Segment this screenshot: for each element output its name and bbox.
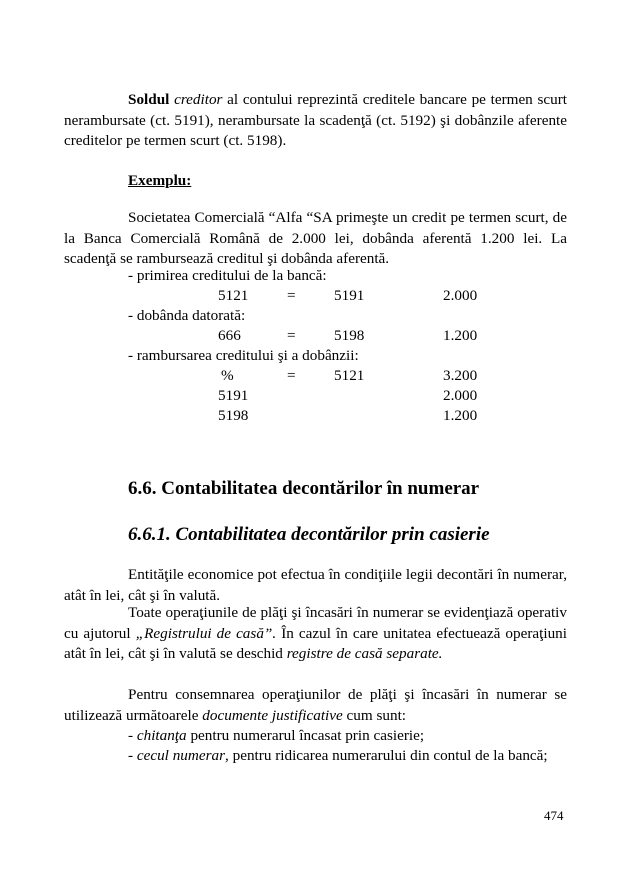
- term-italic: creditor: [174, 91, 223, 108]
- entry-debit: 666: [218, 327, 241, 344]
- entry-debit: 5121: [218, 287, 249, 304]
- paragraph-text: Entităţile economice pot efectua în condiţiile legii decontări în numerar, atât în lei, cât şi în valută.: [64, 566, 567, 604]
- entry-eq: =: [287, 327, 296, 344]
- entry-amount: 2.000: [443, 287, 478, 304]
- paragraph-credit-balance: [64, 90, 567, 152]
- term-bold: Soldul: [128, 91, 170, 108]
- example-heading: Exemplu:: [128, 172, 192, 189]
- entry-amount: 1.200: [443, 327, 478, 344]
- bullet-cash-check: [64, 746, 567, 767]
- entry-debit: %: [221, 367, 234, 384]
- bullet-dash: -: [128, 747, 137, 764]
- entry-credit: 5191: [334, 287, 365, 304]
- paragraph-text: În cazul în care unitatea efectuează operaţiuni atât în lei, cât şi în valută se deschid: [64, 624, 567, 662]
- sub-entry-account: 5191: [218, 387, 249, 404]
- entry-credit: 5121: [334, 367, 365, 384]
- paragraph-documents: [64, 685, 567, 726]
- entry-credit: 5198: [334, 327, 365, 344]
- bullet-receipt: [64, 726, 567, 747]
- entry-eq: =: [287, 367, 296, 384]
- subsection-heading: 6.6.1. Contabilitatea decontărilor prin casierie: [128, 524, 490, 545]
- paragraph-text: Societatea Comercială “Alfa “SA primeşte un credit pe termen scurt, de la Banca Comercială Română de 2.000 lei, dobânda aferentă 1.200 lei. La scadenţă se rambursează creditul şi dobânda aferentă.: [64, 209, 567, 267]
- sub-entry-account: 5198: [218, 407, 249, 424]
- paragraph-cash-register: [64, 603, 567, 665]
- entry-label: - dobânda datorată:: [128, 307, 246, 324]
- italic-text: chitanţa: [136, 727, 187, 744]
- italic-text: cecul numerar: [136, 747, 226, 764]
- paragraph-text: pentru numerarul încasat prin casierie;: [186, 727, 425, 744]
- sub-entry-amount: 2.000: [443, 387, 478, 404]
- paragraph-text: cum sunt:: [342, 706, 407, 724]
- italic-text: registre de casă separate.: [286, 645, 443, 662]
- entry-label: - rambursarea creditului şi a dobânzii:: [128, 347, 359, 364]
- paragraph-example: [64, 208, 567, 270]
- entry-eq: =: [287, 287, 296, 304]
- paragraph-text: , pentru ridicarea numerarului din contul de la bancă;: [225, 747, 548, 764]
- paragraph-text: Pentru consemnarea operaţiunilor de plăţi şi încasări în numerar se utilizează următoarele: [64, 686, 567, 724]
- paragraph-text: al contului reprezintă creditele bancare pe termen scurt nerambursate (ct. 5191), nerambursate la scadenţă (ct. 5192) şi dobânzile aferente creditelor pe termen scurt (ct. 5198).: [64, 91, 567, 149]
- entry-label: - primirea creditului de la bancă:: [128, 267, 327, 284]
- sub-entry-amount: 1.200: [443, 407, 478, 424]
- italic-text: documente justificative: [202, 706, 343, 724]
- entry-amount: 3.200: [443, 367, 478, 384]
- bullet-dash: -: [128, 727, 137, 744]
- page-number: 474: [544, 808, 564, 823]
- paragraph-text: Toate operaţiunile de plăţi şi încasări în numerar se evidenţiază operativ cu ajutorul: [64, 604, 567, 642]
- paragraph-entities: [64, 565, 567, 606]
- italic-text: „Registrului de casă”.: [135, 624, 277, 642]
- section-heading: 6.6. Contabilitatea decontărilor în numerar: [128, 478, 480, 499]
